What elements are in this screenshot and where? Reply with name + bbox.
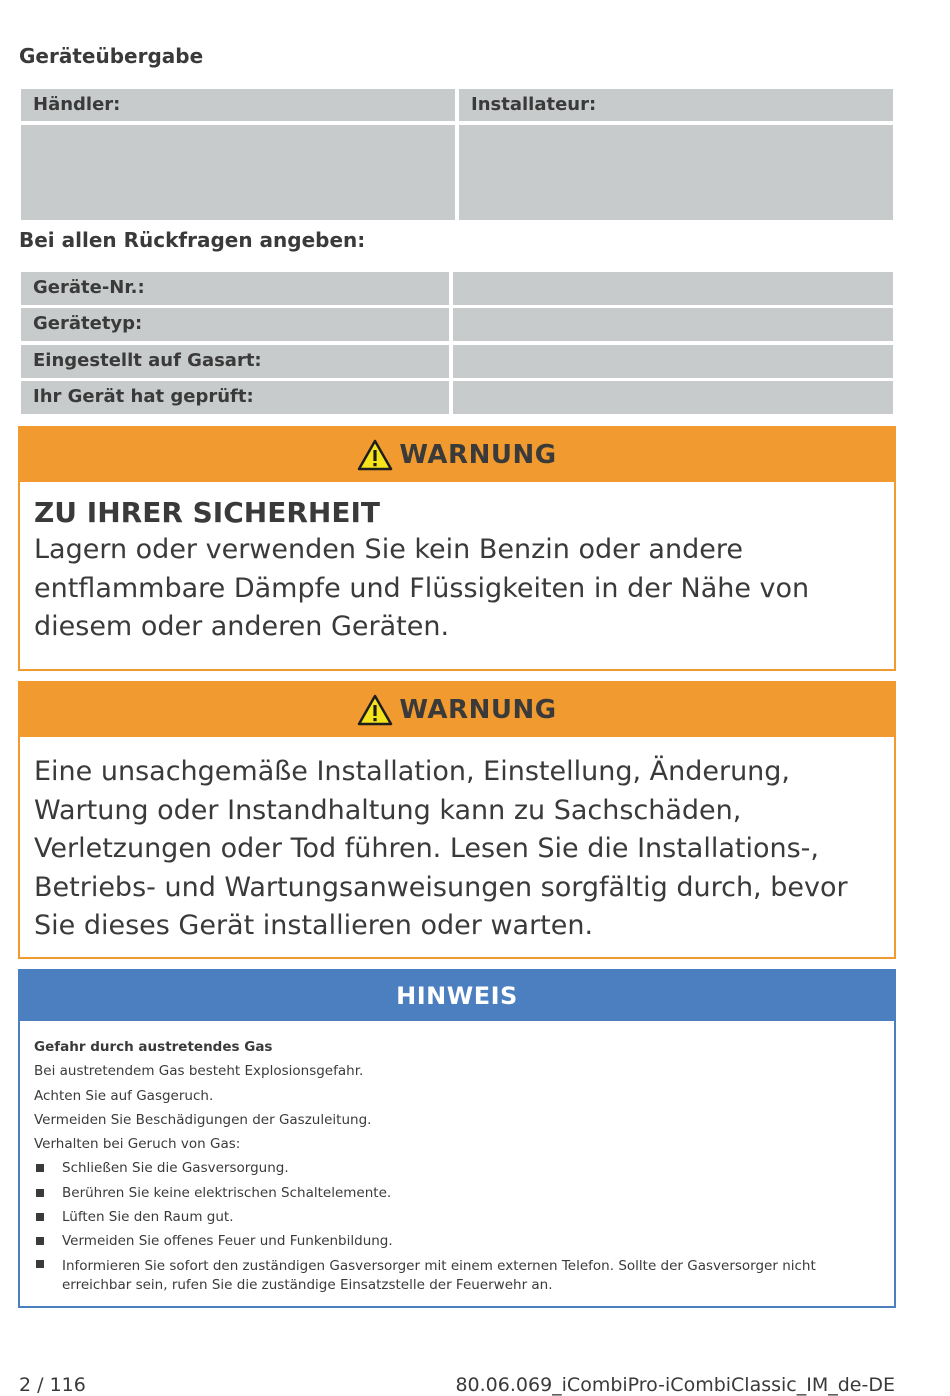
device-type-field[interactable] xyxy=(453,308,893,341)
warning-box-safety xyxy=(18,426,896,671)
warning-triangle-icon xyxy=(357,439,393,471)
notice-line: Bei austretendem Gas besteht Explosionsgefahr. xyxy=(34,1063,364,1080)
dealer-label: Händler: xyxy=(33,94,121,115)
list-item xyxy=(34,1254,880,1295)
list-item xyxy=(34,1205,880,1229)
list-item xyxy=(34,1229,880,1253)
list-item-text: Schließen Sie die Gasversorgung. xyxy=(62,1160,289,1177)
page-number: 2 / 116 xyxy=(19,1374,86,1396)
checked-by-label-cell xyxy=(21,381,449,414)
checked-by-field[interactable] xyxy=(453,381,893,414)
list-item-text: Lüften Sie den Raum gut. xyxy=(62,1209,234,1226)
bullet-square-icon xyxy=(36,1237,44,1245)
warning-box-installation xyxy=(18,681,896,959)
installer-header-cell xyxy=(459,89,893,121)
warning-header xyxy=(20,683,894,737)
bullet-square-icon xyxy=(36,1164,44,1172)
device-number-label-cell xyxy=(21,272,449,305)
notice-box xyxy=(18,969,896,1308)
gas-type-field[interactable] xyxy=(453,345,893,378)
notice-line: Vermeiden Sie Beschädigungen der Gaszuleitung. xyxy=(34,1111,372,1128)
warning-text: Eine unsachgemäße Installation, Einstellung, Änderung, Wartung oder Instandhaltung kann zu Sachschäden, Verletzungen oder Tod führen. Lesen Sie die Installations-, Betriebs- und Wartungsanweisungen sorgfältig durch, bevor Sie dieses Gerät installieren oder warten. xyxy=(34,756,848,941)
list-item xyxy=(34,1181,880,1205)
gas-type-label-cell xyxy=(21,345,449,378)
list-item xyxy=(34,1156,880,1180)
warning-heading: WARNUNG xyxy=(399,695,557,725)
bullet-square-icon xyxy=(36,1260,44,1268)
dealer-field[interactable] xyxy=(21,125,455,220)
notice-header xyxy=(20,971,894,1021)
notice-bullet-list xyxy=(34,1156,880,1294)
notice-line: Verhalten bei Geruch von Gas: xyxy=(34,1136,241,1153)
list-item-text: Vermeiden Sie offenes Feuer und Funkenbildung. xyxy=(62,1233,393,1250)
warning-text: Lagern oder verwenden Sie kein Benzin oder andere entflammbare Dämpfe und Flüssigkeiten in der Nähe von diesem oder anderen Geräten. xyxy=(34,534,810,642)
list-item-text: Berühren Sie keine elektrischen Schaltelemente. xyxy=(62,1184,392,1201)
notice-heading: HINWEIS xyxy=(396,982,518,1010)
warning-header xyxy=(20,428,894,482)
list-item-text: Informieren Sie sofort den zuständigen Gasversorger mit einem externen Telefon. Sollte der Gasversorger nicht erreichbar sein, rufen Sie die zuständige Einsatzstelle der Feuerwehr an. xyxy=(62,1257,816,1293)
device-number-field[interactable] xyxy=(453,272,893,305)
bullet-square-icon xyxy=(36,1189,44,1197)
gas-type-label: Eingestellt auf Gasart: xyxy=(33,350,262,371)
notice-title: Gefahr durch austretendes Gas xyxy=(34,1039,273,1055)
device-type-label-cell xyxy=(21,308,449,341)
document-id: 80.06.069_iCombiPro-iCombiClassic_IM_de-DE xyxy=(455,1374,895,1396)
warning-subtitle: ZU IHRER SICHERHEIT xyxy=(34,496,380,529)
handover-title: Geräteübergabe xyxy=(19,44,204,68)
warning-triangle-icon xyxy=(357,694,393,726)
bullet-square-icon xyxy=(36,1213,44,1221)
inquiry-title: Bei allen Rückfragen angeben: xyxy=(19,228,366,252)
warning-heading: WARNUNG xyxy=(399,440,557,470)
installer-label: Installateur: xyxy=(471,94,597,115)
device-type-label: Gerätetyp: xyxy=(33,313,143,334)
checked-by-label: Ihr Gerät hat geprüft: xyxy=(33,386,254,407)
device-number-label: Geräte-Nr.: xyxy=(33,277,145,298)
installer-field[interactable] xyxy=(459,125,893,220)
dealer-header-cell xyxy=(21,89,455,121)
notice-line: Achten Sie auf Gasgeruch. xyxy=(34,1087,214,1104)
